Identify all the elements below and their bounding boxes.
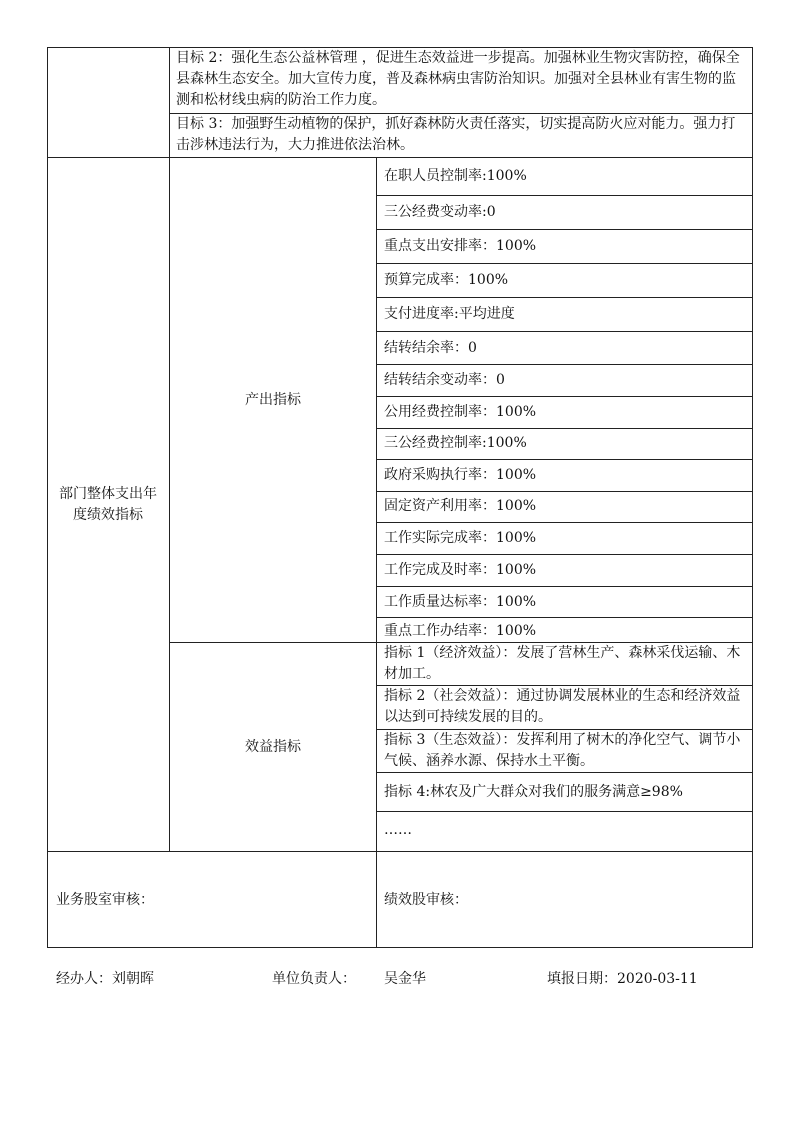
output-item: 三公经费变动率:0 — [384, 204, 496, 220]
output-item: 结转结余变动率：0 — [384, 372, 505, 388]
benefit-category-cell — [170, 643, 376, 851]
fill-date-text: 填报日期：2020-03-11 — [547, 971, 698, 987]
business-review-label: 业务股室审核： — [56, 892, 154, 908]
table-border-right — [752, 47, 753, 948]
output-item: 预算完成率：100% — [384, 272, 509, 288]
row-line — [376, 364, 753, 365]
goal-divider — [169, 47, 170, 157]
output-item: 固定资产利用率：100% — [384, 498, 537, 514]
output-item: 工作质量达标率：100% — [384, 594, 537, 610]
output-item: 结转结余率：0 — [384, 340, 477, 356]
output-item: 重点工作办结率：100% — [384, 623, 537, 639]
row-line — [376, 554, 753, 555]
benefit-item: 指标 2（社会效益）：通过协调发展林业的生态和经济效益以达到可持续发展的目的。 — [384, 688, 741, 725]
output-item: 工作实际完成率：100% — [384, 530, 537, 546]
performance-review-label: 绩效股审核： — [384, 892, 468, 908]
output-item: 在职人员控制率:100% — [384, 168, 527, 184]
row-line — [376, 263, 753, 264]
goal-2-text: 目标 2：强化生态公益林管理 ，促进生态效益进一步提高。加强林业生物灾害防控，确保全县森林生态安全。加大宣传力度，普及森林病虫害防治知识。加强对全县林业有害生物的监测和松材线虫病的防治工作力度。 — [176, 50, 740, 108]
row-line — [376, 522, 753, 523]
benefit-category-label: 效益指标 — [245, 738, 301, 755]
section-label-cell — [56, 158, 160, 851]
unit-head-label: 单位负责人： — [272, 971, 356, 987]
row-line — [376, 617, 753, 618]
row-line — [376, 195, 753, 196]
table-border-left — [47, 47, 48, 948]
row-line — [376, 396, 753, 397]
output-item: 支付进度率:平均进度 — [384, 306, 515, 322]
row-line — [376, 428, 753, 429]
review-row-line — [47, 851, 753, 852]
row-line — [376, 491, 753, 492]
output-item: 三公经费控制率:100% — [384, 435, 527, 451]
benefit-item: …… — [384, 822, 412, 838]
output-category-label: 产出指标 — [245, 391, 301, 408]
benefit-item: 指标 4:林农及广大群众对我们的服务满意≥98% — [384, 784, 683, 800]
section-label: 部门整体支出年度绩效指标 — [59, 485, 157, 523]
benefit-item: 指标 3（生态效益）：发挥利用了树木的净化空气、调节小气候、涵养水源、保持水土平衡。 — [384, 732, 741, 769]
indicator-divider — [376, 157, 377, 947]
row-line — [376, 229, 753, 230]
table-border-bottom — [47, 947, 753, 948]
output-item: 重点支出安排率：100% — [384, 238, 537, 254]
row-line — [376, 297, 753, 298]
row-line — [376, 811, 753, 812]
output-item: 政府采购执行率：100% — [384, 467, 537, 483]
row-line — [376, 772, 753, 773]
goal-3-text: 目标 3：加强野生动植物的保护，抓好森林防火责任落实，切实提高防火应对能力。强力打击涉林违法行为，大力推进依法治林。 — [176, 116, 736, 153]
benefit-item: 指标 1（经济效益）：发展了营林生产、森林采伐运输、木材加工。 — [384, 645, 741, 682]
row-line — [376, 586, 753, 587]
row-line — [376, 331, 753, 332]
handler-text: 经办人：刘朝晖 — [56, 971, 154, 987]
output-item: 公用经费控制率：100% — [384, 404, 537, 420]
output-item: 工作完成及时率：100% — [384, 562, 537, 578]
output-category-cell — [170, 158, 376, 642]
unit-head-name: 吴金华 — [384, 971, 426, 987]
row-line — [376, 459, 753, 460]
